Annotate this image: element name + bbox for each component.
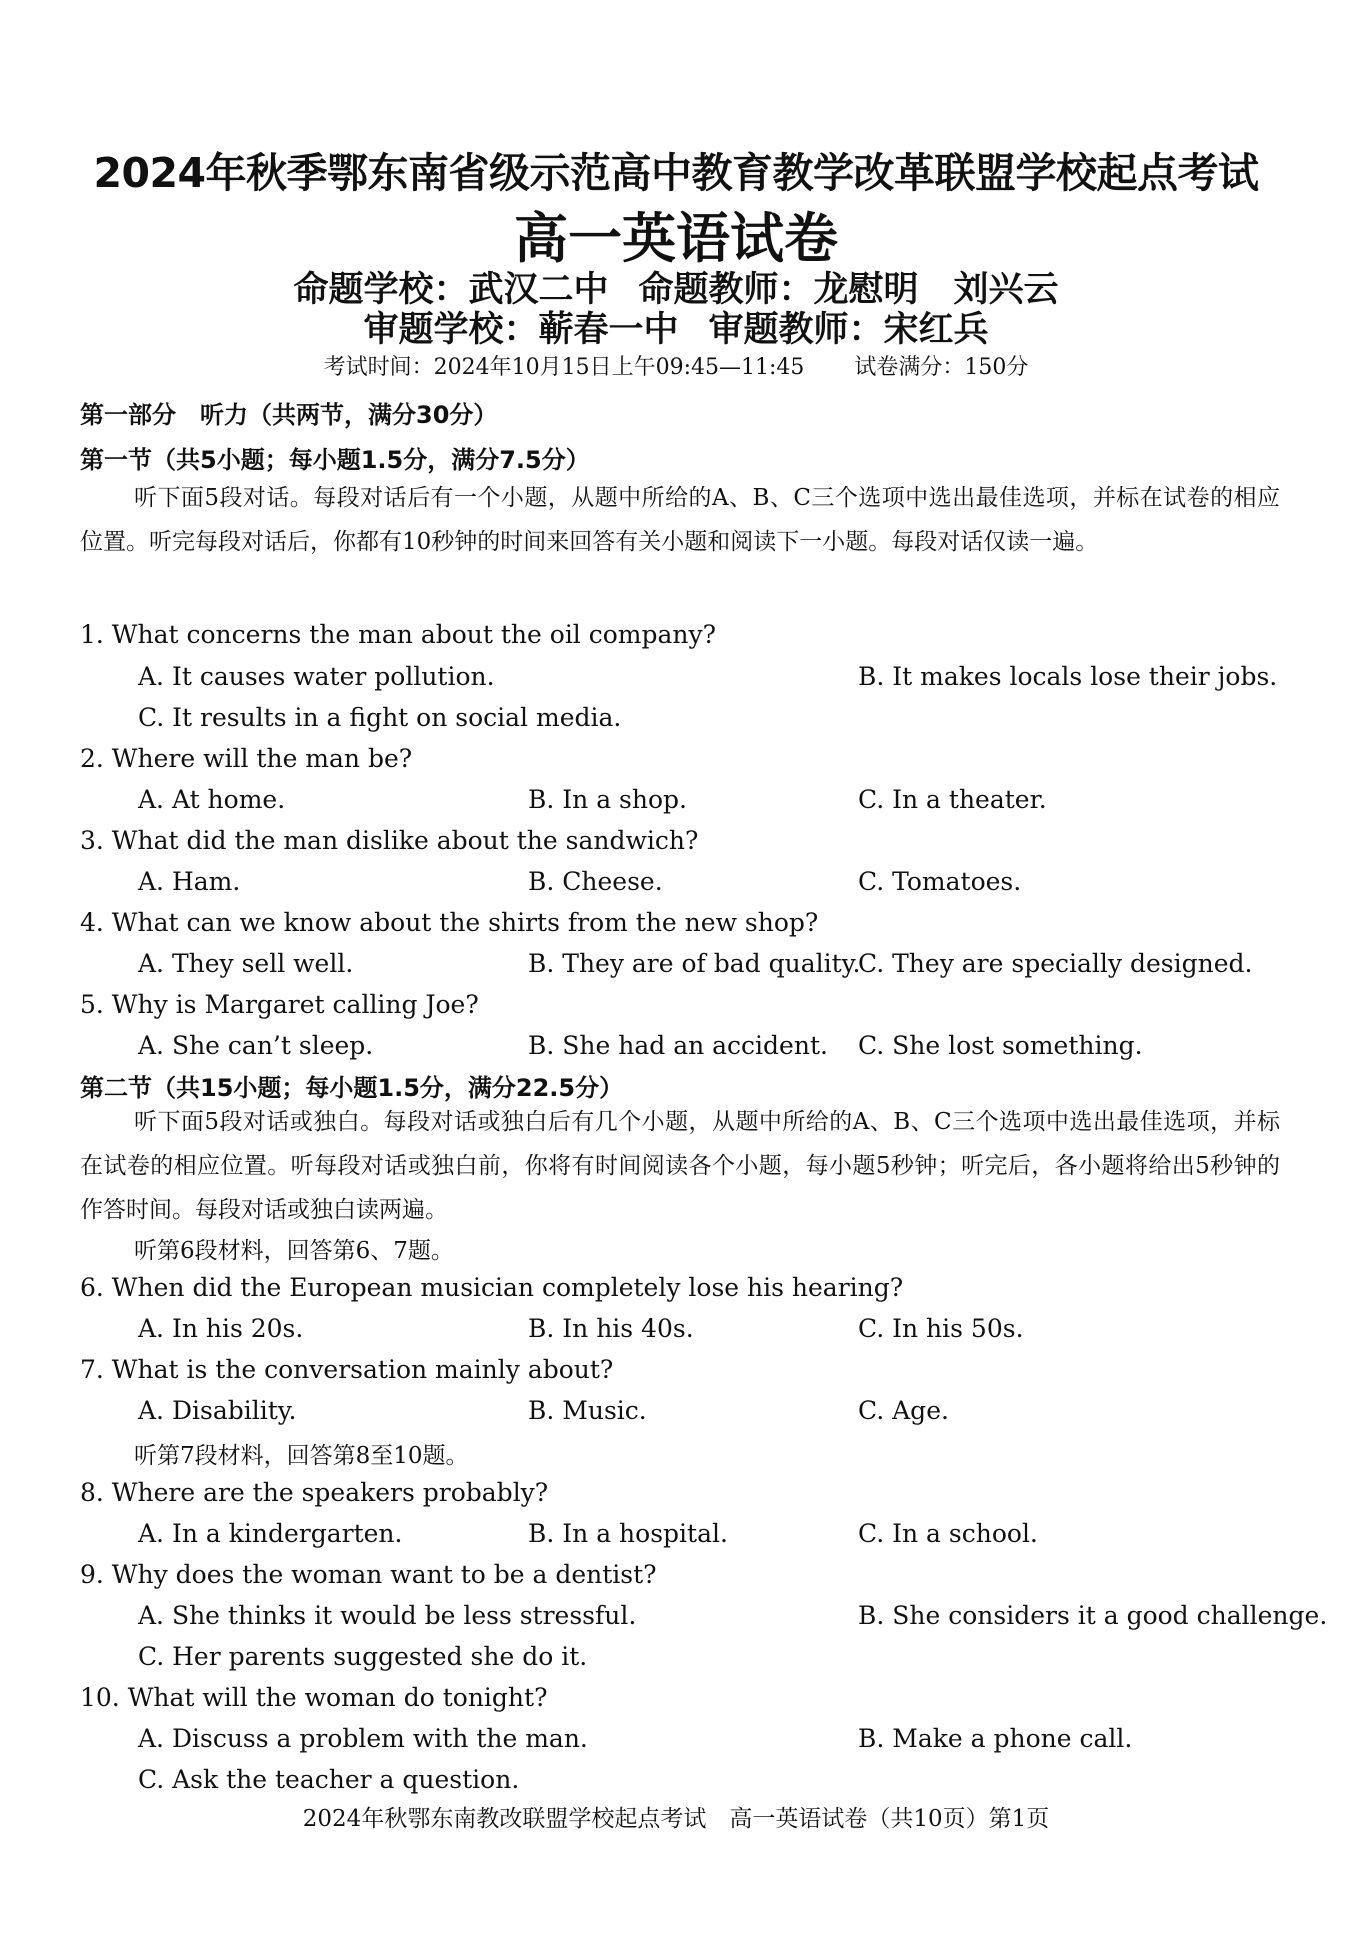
option-b: B. Cheese.	[528, 867, 663, 896]
option-b: B. She considers it a good challenge.	[858, 1601, 1328, 1630]
question-stem: 9. Why does the woman want to be a dentist?	[80, 1560, 657, 1589]
option-b: B. They are of bad quality.	[528, 949, 861, 978]
question-stem: 6. When did the European musician completely lose his hearing?	[80, 1273, 904, 1302]
reviewer-school: 审题学校：蕲春一中	[363, 310, 679, 350]
exam-subtitle: 高一英语试卷	[514, 207, 838, 270]
question-stem: 10. What will the woman do tonight?	[80, 1683, 548, 1712]
exam-time: 考试时间：2024年10月15日上午09:45—11:45	[323, 355, 805, 380]
option-a: A. In his 20s.	[138, 1314, 304, 1343]
exam-title: 2024年秋季鄂东南省级示范高中教育教学改革联盟学校起点考试	[93, 149, 1259, 197]
option-b: B. In a shop.	[528, 785, 687, 814]
reviewer-teachers: 审题教师：宋红兵	[708, 310, 989, 350]
option-c: C. Ask the teacher a question.	[138, 1765, 520, 1794]
section1-title: 第一节（共5小题；每小题1.5分，满分7.5分）	[80, 446, 590, 474]
option-b: B. In his 40s.	[528, 1314, 694, 1343]
option-c: C. Her parents suggested she do it.	[138, 1642, 588, 1671]
full-score: 试卷满分：150分	[854, 355, 1029, 380]
question-stem: 4. What can we know about the shirts from the new shop?	[80, 908, 819, 937]
option-c: C. She lost something.	[858, 1031, 1143, 1060]
option-c: C. It results in a fight on social media.	[138, 703, 622, 732]
option-a: A. She thinks it would be less stressful.	[138, 1601, 637, 1630]
option-c: C. Tomatoes.	[858, 867, 1022, 896]
reviewer-line	[0, 302, 1352, 352]
option-a: A. She can’t sleep.	[138, 1031, 374, 1060]
option-a: A. In a kindergarten.	[138, 1519, 403, 1548]
option-b: B. In a hospital.	[528, 1519, 728, 1548]
section1-instructions: 听下面5段对话。每段对话后有一个小题，从题中所给的A、B、C三个选项中选出最佳选项，并标在试卷的相应位置。听完每段对话后，你都有10秒钟的时间来回答有关小题和阅读下一小题。每段对话仅读一遍。	[80, 485, 1280, 555]
question-stem: 8. Where are the speakers probably?	[80, 1478, 549, 1507]
option-c: C. In his 50s.	[858, 1314, 1024, 1343]
option-a: A. It causes water pollution.	[138, 662, 495, 691]
option-c: C. They are specially designed.	[858, 949, 1253, 978]
option-b: B. Make a phone call.	[858, 1724, 1133, 1753]
question-stem: 1. What concerns the man about the oil company?	[80, 620, 717, 649]
question-stem: 3. What did the man dislike about the sandwich?	[80, 826, 699, 855]
option-c: C. In a theater.	[858, 785, 1047, 814]
question-stem: 7. What is the conversation mainly about?	[80, 1355, 614, 1384]
question-stem: 2. Where will the man be?	[80, 744, 413, 773]
exam-info	[0, 350, 1352, 381]
option-c: C. Age.	[858, 1396, 949, 1425]
option-a: A. Discuss a problem with the man.	[138, 1724, 588, 1753]
part1-title: 第一部分 听力（共两节，满分30分）	[80, 401, 498, 429]
option-b: B. It makes locals lose their jobs.	[858, 662, 1278, 691]
option-b: B. She had an accident.	[528, 1031, 828, 1060]
proposer-school: 命题学校：武汉二中	[293, 270, 609, 310]
material-6-note: 听第6段材料，回答第6、7题。	[134, 1238, 454, 1264]
option-a: A. At home.	[138, 785, 286, 814]
page-footer: 2024年秋鄂东南教改联盟学校起点考试 高一英语试卷（共10页）第1页	[302, 1806, 1050, 1832]
material-7-note: 听第7段材料，回答第8至10题。	[134, 1443, 469, 1469]
section2-title: 第二节（共15小题；每小题1.5分，满分22.5分）	[80, 1074, 624, 1102]
proposer-teachers: 命题教师：龙慰明 刘兴云	[638, 270, 1059, 310]
question-stem: 5. Why is Margaret calling Joe?	[80, 990, 479, 1019]
option-a: A. They sell well.	[138, 949, 354, 978]
option-a: A. Ham.	[138, 867, 241, 896]
option-a: A. Disability.	[138, 1396, 297, 1425]
section2-instructions: 听下面5段对话或独白。每段对话或独白后有几个小题，从题中所给的A、B、C三个选项中选出最佳选项，并标在试卷的相应位置。听每段对话或独白前，你将有时间阅读各个小题，每小题5秒钟；听完后，各小题将给出5秒钟的作答时间。每段对话或独白读两遍。	[80, 1109, 1280, 1223]
option-c: C. In a school.	[858, 1519, 1038, 1548]
option-b: B. Music.	[528, 1396, 647, 1425]
